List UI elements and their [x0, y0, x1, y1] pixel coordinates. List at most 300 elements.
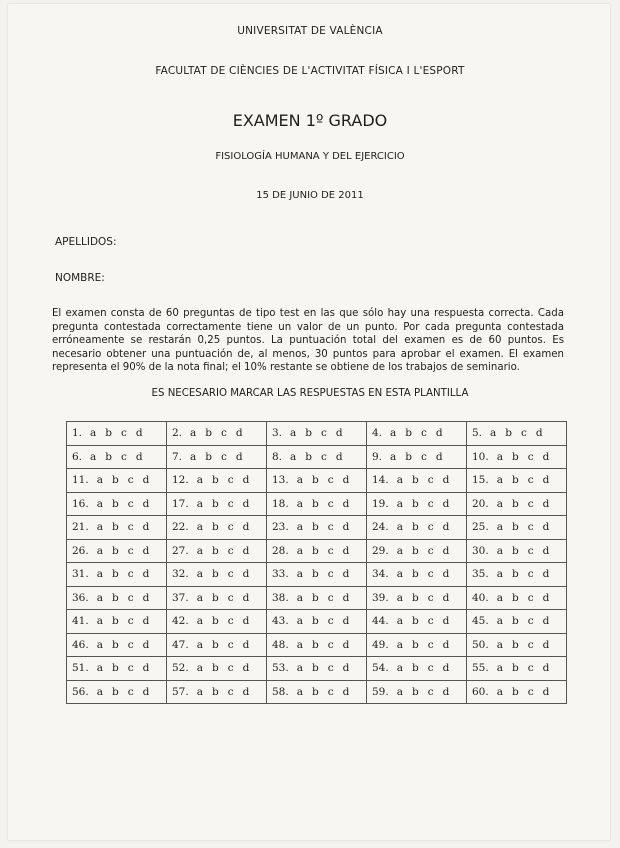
answer-option-b[interactable]: b	[411, 474, 419, 487]
answer-option-b[interactable]: b	[211, 521, 219, 534]
answer-option-c[interactable]: c	[427, 685, 434, 698]
answer-option-b[interactable]: b	[511, 591, 519, 604]
answer-option-b[interactable]: b	[205, 427, 213, 440]
answer-option-a[interactable]: a	[290, 427, 297, 440]
answer-option-d[interactable]: d	[142, 521, 150, 534]
question-number: 16.	[72, 497, 89, 510]
answer-option-a[interactable]: a	[196, 474, 203, 487]
answer-option-d[interactable]: d	[442, 497, 450, 510]
answer-cell	[67, 469, 167, 493]
answer-option-b[interactable]: b	[511, 662, 519, 675]
answer-option-c[interactable]: c	[227, 638, 234, 651]
answer-option-a[interactable]: a	[396, 662, 403, 675]
answer-option-c[interactable]: c	[221, 450, 227, 463]
answer-option-a[interactable]: a	[496, 568, 503, 581]
answer-option-c[interactable]: c	[227, 615, 234, 628]
answer-option-c[interactable]: c	[427, 662, 434, 675]
question-number: 58.	[272, 685, 289, 698]
answer-option-c[interactable]: c	[127, 474, 134, 487]
answer-row	[67, 492, 567, 516]
question-number: 54.	[372, 662, 389, 675]
answer-option-d[interactable]: d	[142, 544, 150, 557]
answer-option-d[interactable]: d	[242, 497, 250, 510]
answer-option-c[interactable]: c	[421, 427, 427, 440]
answer-option-b[interactable]: b	[311, 591, 319, 604]
answer-option-d[interactable]: d	[342, 568, 350, 581]
answer-option-a[interactable]: a	[290, 450, 297, 463]
answer-option-b[interactable]: b	[405, 427, 413, 440]
answer-option-d[interactable]: d	[142, 638, 150, 651]
answer-option-d[interactable]: d	[535, 427, 543, 440]
answer-option-d[interactable]: d	[542, 662, 550, 675]
answer-option-d[interactable]: d	[335, 427, 343, 440]
answer-option-a[interactable]: a	[296, 474, 303, 487]
question-number: 17.	[172, 497, 189, 510]
question-number: 9.	[372, 450, 383, 463]
answer-option-a[interactable]: a	[196, 544, 203, 557]
answer-option-a[interactable]: a	[96, 544, 103, 557]
answer-option-a[interactable]: a	[190, 450, 197, 463]
answer-option-a[interactable]: a	[396, 568, 403, 581]
answer-option-a[interactable]: a	[196, 568, 203, 581]
answer-cell	[67, 422, 167, 446]
answer-cell	[67, 633, 167, 657]
answer-option-d[interactable]: d	[242, 521, 250, 534]
answer-option-b[interactable]: b	[511, 450, 519, 463]
answer-option-c[interactable]: c	[121, 427, 127, 440]
answer-option-b[interactable]: b	[211, 497, 219, 510]
answer-option-b[interactable]: b	[211, 568, 219, 581]
question-number: 43.	[272, 615, 289, 628]
answer-option-d[interactable]: d	[542, 568, 550, 581]
answer-option-a[interactable]: a	[96, 685, 103, 698]
answer-option-a[interactable]: a	[396, 685, 403, 698]
answer-option-a[interactable]: a	[96, 474, 103, 487]
answer-option-d[interactable]: d	[342, 591, 350, 604]
answer-option-b[interactable]: b	[411, 591, 419, 604]
answer-option-b[interactable]: b	[305, 427, 313, 440]
answer-cell	[467, 680, 567, 704]
answer-option-a[interactable]: a	[496, 497, 503, 510]
answer-option-a[interactable]: a	[90, 427, 97, 440]
answer-option-a[interactable]: a	[496, 450, 503, 463]
answer-option-a[interactable]: a	[196, 615, 203, 628]
answer-option-a[interactable]: a	[196, 497, 203, 510]
answer-option-d[interactable]: d	[135, 450, 143, 463]
answer-option-c[interactable]: c	[327, 685, 334, 698]
answer-option-d[interactable]: d	[542, 638, 550, 651]
answer-option-c[interactable]: c	[327, 521, 334, 534]
answer-option-d[interactable]: d	[342, 521, 350, 534]
answer-option-c[interactable]: c	[521, 427, 527, 440]
answer-option-c[interactable]: c	[427, 638, 434, 651]
answer-option-d[interactable]: d	[435, 427, 443, 440]
answer-option-c[interactable]: c	[527, 497, 534, 510]
answer-option-a[interactable]: a	[296, 685, 303, 698]
answer-option-c[interactable]: c	[427, 521, 434, 534]
answer-option-b[interactable]: b	[511, 497, 519, 510]
answer-option-d[interactable]: d	[242, 685, 250, 698]
answer-option-d[interactable]: d	[442, 685, 450, 698]
answer-option-c[interactable]: c	[127, 521, 134, 534]
answer-option-a[interactable]: a	[390, 427, 397, 440]
answer-option-b[interactable]: b	[411, 568, 419, 581]
answer-option-b[interactable]: b	[111, 615, 119, 628]
answer-cell	[267, 469, 367, 493]
answer-option-a[interactable]: a	[296, 521, 303, 534]
answer-option-a[interactable]: a	[96, 615, 103, 628]
answer-option-d[interactable]: d	[335, 450, 343, 463]
answer-cell	[367, 422, 467, 446]
answer-option-a[interactable]: a	[196, 638, 203, 651]
answer-option-c[interactable]: c	[527, 615, 534, 628]
answer-option-a[interactable]: a	[396, 591, 403, 604]
answer-option-c[interactable]: c	[527, 638, 534, 651]
answer-option-a[interactable]: a	[190, 427, 197, 440]
answer-option-a[interactable]: a	[296, 591, 303, 604]
answer-cell	[167, 610, 267, 634]
question-number: 33.	[272, 568, 289, 581]
answer-option-b[interactable]: b	[105, 427, 113, 440]
answer-option-b[interactable]: b	[511, 638, 519, 651]
question-number: 18.	[272, 497, 289, 510]
answer-option-d[interactable]: d	[142, 568, 150, 581]
answer-cell	[267, 680, 367, 704]
answer-option-a[interactable]: a	[496, 685, 503, 698]
answer-option-c[interactable]: c	[327, 568, 334, 581]
answer-option-b[interactable]: b	[311, 497, 319, 510]
answer-option-c[interactable]: c	[327, 662, 334, 675]
answer-cell	[167, 516, 267, 540]
answer-option-c[interactable]: c	[427, 568, 434, 581]
answer-option-a[interactable]: a	[196, 685, 203, 698]
question-number: 10.	[472, 450, 489, 463]
answer-option-c[interactable]: c	[327, 615, 334, 628]
answer-option-a[interactable]: a	[396, 497, 403, 510]
answer-option-a[interactable]: a	[496, 591, 503, 604]
answer-option-d[interactable]: d	[435, 450, 443, 463]
answer-option-a[interactable]: a	[296, 615, 303, 628]
answer-option-b[interactable]: b	[311, 521, 319, 534]
answer-option-d[interactable]: d	[242, 615, 250, 628]
answer-option-b[interactable]: b	[305, 450, 313, 463]
answer-option-b[interactable]: b	[211, 638, 219, 651]
answer-cell	[367, 657, 467, 681]
answer-option-b[interactable]: b	[111, 544, 119, 557]
answer-option-d[interactable]: d	[142, 497, 150, 510]
answer-option-b[interactable]: b	[111, 591, 119, 604]
answer-option-a[interactable]: a	[396, 615, 403, 628]
answer-option-a[interactable]: a	[96, 638, 103, 651]
answer-option-c[interactable]: c	[227, 497, 234, 510]
answer-option-c[interactable]: c	[527, 544, 534, 557]
answer-option-b[interactable]: b	[311, 638, 319, 651]
answer-option-d[interactable]: d	[142, 685, 150, 698]
answer-option-d[interactable]: d	[442, 474, 450, 487]
answer-option-b[interactable]: b	[311, 544, 319, 557]
answer-option-b[interactable]: b	[111, 638, 119, 651]
answer-cell	[267, 657, 367, 681]
answer-option-a[interactable]: a	[396, 544, 403, 557]
answer-option-b[interactable]: b	[111, 474, 119, 487]
answer-option-a[interactable]: a	[96, 497, 103, 510]
answer-option-b[interactable]: b	[311, 685, 319, 698]
answer-option-c[interactable]: c	[127, 662, 134, 675]
answer-option-a[interactable]: a	[396, 474, 403, 487]
answer-option-b[interactable]: b	[511, 615, 519, 628]
answer-option-d[interactable]: d	[242, 638, 250, 651]
answer-cell	[467, 657, 567, 681]
answer-option-d[interactable]: d	[142, 474, 150, 487]
answer-option-c[interactable]: c	[527, 662, 534, 675]
answer-option-c[interactable]: c	[227, 662, 234, 675]
answer-option-b[interactable]: b	[111, 521, 119, 534]
answer-option-b[interactable]: b	[211, 544, 219, 557]
answer-row	[67, 445, 567, 469]
answer-option-b[interactable]: b	[311, 474, 319, 487]
answer-option-d[interactable]: d	[235, 450, 243, 463]
answer-option-a[interactable]: a	[296, 638, 303, 651]
answer-option-d[interactable]: d	[342, 685, 350, 698]
answer-option-d[interactable]: d	[242, 544, 250, 557]
answer-option-c[interactable]: c	[427, 591, 434, 604]
answer-option-a[interactable]: a	[196, 662, 203, 675]
answer-option-d[interactable]: d	[242, 662, 250, 675]
answer-option-b[interactable]: b	[211, 615, 219, 628]
answer-option-d[interactable]: d	[235, 427, 243, 440]
answer-option-c[interactable]: c	[227, 685, 234, 698]
answer-option-c[interactable]: c	[121, 450, 127, 463]
answer-option-c[interactable]: c	[527, 568, 534, 581]
answer-option-c[interactable]: c	[527, 450, 534, 463]
answer-option-c[interactable]: c	[427, 544, 434, 557]
answer-option-a[interactable]: a	[296, 568, 303, 581]
answer-option-c[interactable]: c	[421, 450, 427, 463]
answer-option-c[interactable]: c	[327, 591, 334, 604]
answer-row	[67, 563, 567, 587]
answer-option-b[interactable]: b	[411, 497, 419, 510]
answer-cell	[67, 657, 167, 681]
answer-option-b[interactable]: b	[211, 685, 219, 698]
answer-cell	[467, 539, 567, 563]
answer-cell	[67, 563, 167, 587]
answer-cell	[67, 610, 167, 634]
answer-option-d[interactable]: d	[342, 544, 350, 557]
answer-option-a[interactable]: a	[96, 568, 103, 581]
question-number: 30.	[472, 544, 489, 557]
answer-option-c[interactable]: c	[127, 544, 134, 557]
answer-option-a[interactable]: a	[196, 591, 203, 604]
answer-option-d[interactable]: d	[442, 615, 450, 628]
answer-option-a[interactable]: a	[96, 521, 103, 534]
answer-option-b[interactable]: b	[111, 497, 119, 510]
answer-option-b[interactable]: b	[311, 615, 319, 628]
answer-option-b[interactable]: b	[411, 615, 419, 628]
question-number: 15.	[472, 474, 489, 487]
answer-cell	[467, 445, 567, 469]
answer-cell	[467, 586, 567, 610]
answer-option-d[interactable]: d	[342, 497, 350, 510]
answer-option-d[interactable]: d	[542, 615, 550, 628]
answer-option-c[interactable]: c	[227, 521, 234, 534]
question-number: 21.	[72, 521, 89, 534]
answer-option-b[interactable]: b	[411, 685, 419, 698]
question-number: 47.	[172, 638, 189, 651]
answer-cell	[267, 539, 367, 563]
answer-option-b[interactable]: b	[411, 521, 419, 534]
answer-option-c[interactable]: c	[127, 568, 134, 581]
answer-option-d[interactable]: d	[542, 544, 550, 557]
answer-option-b[interactable]: b	[411, 638, 419, 651]
answer-option-c[interactable]: c	[327, 638, 334, 651]
answer-option-d[interactable]: d	[242, 591, 250, 604]
faculty-name: FACULTAT DE CIÈNCIES DE L'ACTIVITAT FÍSICA I L'ESPORT	[155, 65, 465, 77]
answer-option-d[interactable]: d	[542, 474, 550, 487]
answer-option-b[interactable]: b	[111, 685, 119, 698]
answer-option-c[interactable]: c	[327, 497, 334, 510]
answer-option-a[interactable]: a	[496, 638, 503, 651]
answer-option-c[interactable]: c	[227, 568, 234, 581]
answer-option-a[interactable]: a	[496, 474, 503, 487]
answer-option-b[interactable]: b	[311, 568, 319, 581]
answer-option-d[interactable]: d	[442, 544, 450, 557]
answer-option-b[interactable]: b	[111, 662, 119, 675]
answer-option-c[interactable]: c	[427, 497, 434, 510]
answer-option-c[interactable]: c	[227, 544, 234, 557]
answer-option-d[interactable]: d	[142, 591, 150, 604]
question-number: 45.	[472, 615, 489, 628]
answer-option-c[interactable]: c	[427, 615, 434, 628]
answer-option-c[interactable]: c	[127, 591, 134, 604]
answer-option-d[interactable]: d	[442, 662, 450, 675]
answer-option-b[interactable]: b	[311, 662, 319, 675]
answer-cell	[67, 492, 167, 516]
answer-option-d[interactable]: d	[342, 638, 350, 651]
answer-option-c[interactable]: c	[221, 427, 227, 440]
answer-option-a[interactable]: a	[496, 615, 503, 628]
answer-option-b[interactable]: b	[205, 450, 213, 463]
answer-option-b[interactable]: b	[411, 544, 419, 557]
question-number: 36.	[72, 591, 89, 604]
answer-option-d[interactable]: d	[542, 450, 550, 463]
answer-option-c[interactable]: c	[321, 427, 327, 440]
answer-option-b[interactable]: b	[111, 568, 119, 581]
answer-option-b[interactable]: b	[211, 474, 219, 487]
answer-row	[67, 539, 567, 563]
answer-option-a[interactable]: a	[90, 450, 97, 463]
answer-option-a[interactable]: a	[296, 662, 303, 675]
answer-option-c[interactable]: c	[527, 521, 534, 534]
answer-option-a[interactable]: a	[296, 544, 303, 557]
answer-option-b[interactable]: b	[511, 521, 519, 534]
answer-option-d[interactable]: d	[542, 591, 550, 604]
answer-cell	[167, 586, 267, 610]
name-label: NOMBRE:	[55, 272, 105, 284]
answer-option-b[interactable]: b	[511, 568, 519, 581]
question-number: 2.	[172, 427, 183, 440]
answer-option-c[interactable]: c	[527, 474, 534, 487]
answer-option-c[interactable]: c	[327, 544, 334, 557]
answer-option-d[interactable]: d	[242, 474, 250, 487]
answer-option-b[interactable]: b	[511, 685, 519, 698]
answer-option-d[interactable]: d	[542, 521, 550, 534]
answer-cell	[267, 422, 367, 446]
question-number: 29.	[372, 544, 389, 557]
question-number: 28.	[272, 544, 289, 557]
answer-cell	[467, 633, 567, 657]
answer-option-a[interactable]: a	[396, 521, 403, 534]
answer-option-b[interactable]: b	[411, 662, 419, 675]
answer-option-c[interactable]: c	[321, 450, 327, 463]
answer-option-d[interactable]: d	[442, 568, 450, 581]
answer-option-a[interactable]: a	[296, 497, 303, 510]
answer-option-a[interactable]: a	[390, 450, 397, 463]
answer-option-a[interactable]: a	[96, 591, 103, 604]
answer-option-a[interactable]: a	[496, 521, 503, 534]
answer-option-d[interactable]: d	[442, 591, 450, 604]
answer-option-a[interactable]: a	[496, 662, 503, 675]
answer-option-d[interactable]: d	[542, 497, 550, 510]
answer-option-d[interactable]: d	[442, 638, 450, 651]
answer-option-a[interactable]: a	[396, 638, 403, 651]
answer-cell	[467, 492, 567, 516]
answer-option-d[interactable]: d	[342, 662, 350, 675]
answer-option-c[interactable]: c	[127, 638, 134, 651]
question-number: 5.	[472, 427, 483, 440]
answer-option-a[interactable]: a	[96, 662, 103, 675]
answer-option-a[interactable]: a	[196, 521, 203, 534]
answer-option-c[interactable]: c	[527, 685, 534, 698]
answer-row	[67, 657, 567, 681]
answer-cell	[167, 492, 267, 516]
answer-option-b[interactable]: b	[211, 662, 219, 675]
answer-option-a[interactable]: a	[496, 544, 503, 557]
answer-option-c[interactable]: c	[127, 497, 134, 510]
answer-option-c[interactable]: c	[327, 474, 334, 487]
answer-row	[67, 422, 567, 446]
question-number: 27.	[172, 544, 189, 557]
question-number: 4.	[372, 427, 383, 440]
answer-cell	[167, 633, 267, 657]
answer-option-c[interactable]: c	[527, 591, 534, 604]
answer-option-c[interactable]: c	[427, 474, 434, 487]
answer-option-b[interactable]: b	[105, 450, 113, 463]
answer-option-b[interactable]: b	[511, 474, 519, 487]
answer-cell	[267, 586, 367, 610]
answer-option-b[interactable]: b	[505, 427, 513, 440]
answer-option-b[interactable]: b	[211, 591, 219, 604]
answer-option-c[interactable]: c	[127, 685, 134, 698]
answer-cell	[67, 445, 167, 469]
answer-option-b[interactable]: b	[511, 544, 519, 557]
answer-option-d[interactable]: d	[342, 474, 350, 487]
question-number: 12.	[172, 474, 189, 487]
answer-option-c[interactable]: c	[227, 591, 234, 604]
answer-option-c[interactable]: c	[127, 615, 134, 628]
question-number: 39.	[372, 591, 389, 604]
answer-option-d[interactable]: d	[142, 662, 150, 675]
answer-cell	[267, 445, 367, 469]
answer-option-d[interactable]: d	[442, 521, 450, 534]
answer-option-d[interactable]: d	[542, 685, 550, 698]
answer-option-c[interactable]: c	[227, 474, 234, 487]
answer-option-a[interactable]: a	[490, 427, 497, 440]
answer-option-d[interactable]: d	[242, 568, 250, 581]
answer-option-d[interactable]: d	[135, 427, 143, 440]
answer-option-d[interactable]: d	[342, 615, 350, 628]
answer-option-b[interactable]: b	[405, 450, 413, 463]
answer-option-d[interactable]: d	[142, 615, 150, 628]
